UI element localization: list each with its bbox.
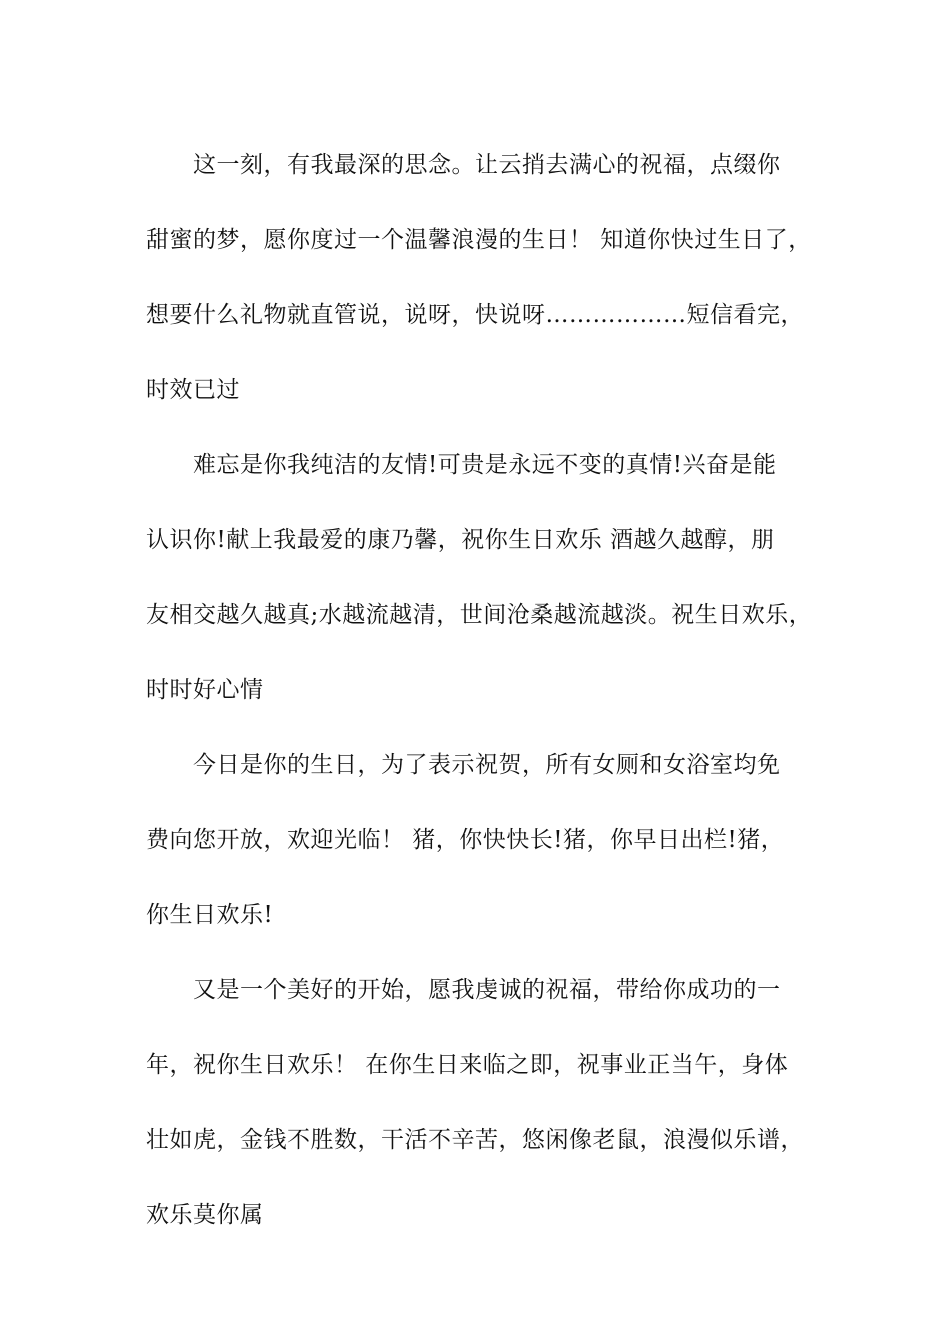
- paragraph-4: [146, 953, 826, 1253]
- paragraph-line: 你生日欢乐!: [146, 902, 274, 928]
- paragraph-line: 甜蜜的梦，愿你度过一个温馨浪漫的生日！ 知道你快过生日了，: [146, 227, 812, 253]
- paragraph-2: [146, 428, 826, 728]
- paragraph-1: [146, 128, 826, 428]
- paragraph-line: 难忘是你我纯洁的友情!可贵是永远不变的真情!兴奋是能: [193, 452, 777, 478]
- paragraph-line: 想要什么礼物就直管说，说呀，快说呀………………短信看完，: [146, 302, 804, 328]
- paragraph-line: 友相交越久越真;水越流越清，世间沧桑越流越淡。祝生日欢乐，: [146, 602, 813, 628]
- document-body: [146, 128, 826, 1253]
- paragraph-line: 又是一个美好的开始，愿我虔诚的祝福，带给你成功的一: [193, 977, 781, 1003]
- paragraph-line: 这一刻，有我最深的思念。让云捎去满心的祝福，点缀你: [193, 152, 781, 178]
- paragraph-line: 今日是你的生日，为了表示祝贺，所有女厕和女浴室均免: [193, 752, 781, 778]
- paragraph-line: 壮如虎，金钱不胜数，干活不辛苦，悠闲像老鼠，浪漫似乐谱，: [146, 1127, 804, 1153]
- paragraph-3: [146, 728, 826, 953]
- paragraph-line: 时时好心情: [146, 677, 264, 703]
- paragraph-line: 欢乐莫你属: [146, 1202, 264, 1228]
- paragraph-line: 时效已过: [146, 377, 240, 403]
- paragraph-line: 认识你!献上我最爱的康乃馨，祝你生日欢乐 酒越久越醇，朋: [146, 527, 775, 553]
- paragraph-line: 年，祝你生日欢乐！ 在你生日来临之即，祝事业正当午，身体: [146, 1052, 789, 1078]
- paragraph-line: 费向您开放，欢迎光临！ 猪，你快快长!猪，你早日出栏!猪，: [146, 827, 785, 853]
